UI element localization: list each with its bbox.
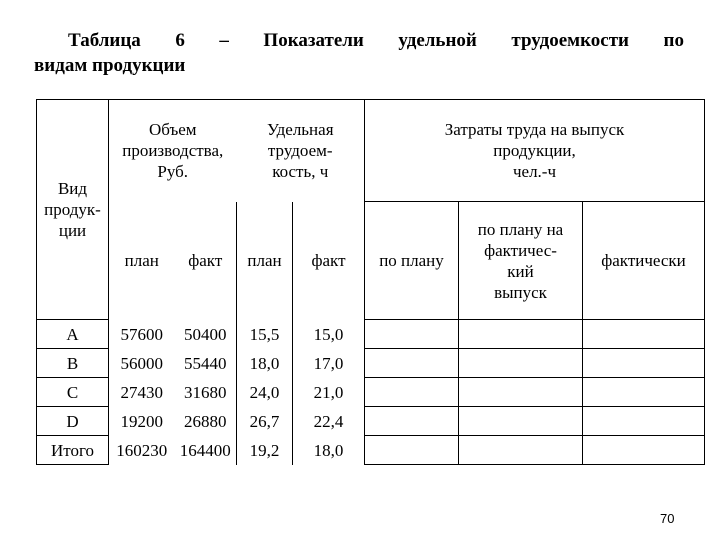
cell-labor-fact: 22,4 bbox=[293, 407, 365, 436]
cell-labor-fact: 21,0 bbox=[293, 378, 365, 407]
subheader-costs-by-plan: по плану bbox=[365, 202, 459, 320]
cell-labor-fact: 17,0 bbox=[293, 349, 365, 378]
cell-volume-fact: 26880 bbox=[184, 411, 227, 431]
table-row bbox=[37, 378, 705, 407]
table-row-total bbox=[37, 436, 705, 465]
cell-volume-fact: 31680 bbox=[184, 382, 227, 402]
cell-volume-plan: 56000 bbox=[120, 353, 163, 373]
table-caption bbox=[34, 28, 684, 78]
header-production-volume: Объем производства, Руб. bbox=[109, 100, 237, 202]
cell-labor-plan: 24,0 bbox=[237, 378, 293, 407]
table-row bbox=[37, 407, 705, 436]
row-kind: C bbox=[37, 378, 109, 407]
cell-volume-fact: 50400 bbox=[184, 324, 227, 344]
subheader-costs-plan-on-actual: по плану на фактичес- кий выпуск bbox=[459, 202, 583, 320]
cell-volume-plan: 160230 bbox=[116, 440, 168, 460]
caption-line-2: видам продукции bbox=[34, 55, 186, 76]
header-product-kind: Вид продук- ции bbox=[37, 100, 109, 320]
subheader-volume-plan: план bbox=[124, 251, 159, 270]
table-row bbox=[37, 349, 705, 378]
row-kind: B bbox=[37, 349, 109, 378]
table-row bbox=[37, 320, 705, 349]
subheader-volume-fact: факт bbox=[188, 251, 223, 270]
row-kind: A bbox=[37, 320, 109, 349]
cell-labor-fact: 18,0 bbox=[293, 436, 365, 465]
cell-volume-plan: 27430 bbox=[120, 382, 163, 402]
labor-intensity-table bbox=[36, 99, 705, 465]
cell-labor-plan: 26,7 bbox=[237, 407, 293, 436]
cell-labor-fact: 15,0 bbox=[293, 320, 365, 349]
cell-volume-plan: 19200 bbox=[120, 411, 163, 431]
header-labor-costs: Затраты труда на выпуск продукции, чел.-ч bbox=[365, 100, 705, 202]
cell-labor-plan: 18,0 bbox=[237, 349, 293, 378]
cell-volume-fact: 55440 bbox=[184, 353, 227, 373]
row-kind: Итого bbox=[37, 436, 109, 465]
caption-line-1: Таблица 6 – Показатели удельной трудоемкости по bbox=[68, 30, 684, 51]
page-number: 70 bbox=[660, 511, 675, 526]
cell-volume-fact: 164400 bbox=[179, 440, 231, 460]
subheader-labor-fact: факт bbox=[293, 202, 365, 320]
cell-labor-plan: 19,2 bbox=[237, 436, 293, 465]
row-kind: D bbox=[37, 407, 109, 436]
cell-volume-plan: 57600 bbox=[120, 324, 163, 344]
subheader-labor-plan: план bbox=[237, 202, 293, 320]
subheader-costs-actual: фактически bbox=[583, 202, 705, 320]
cell-labor-plan: 15,5 bbox=[237, 320, 293, 349]
header-unit-labor: Удельная трудоем- кость, ч bbox=[237, 100, 365, 202]
